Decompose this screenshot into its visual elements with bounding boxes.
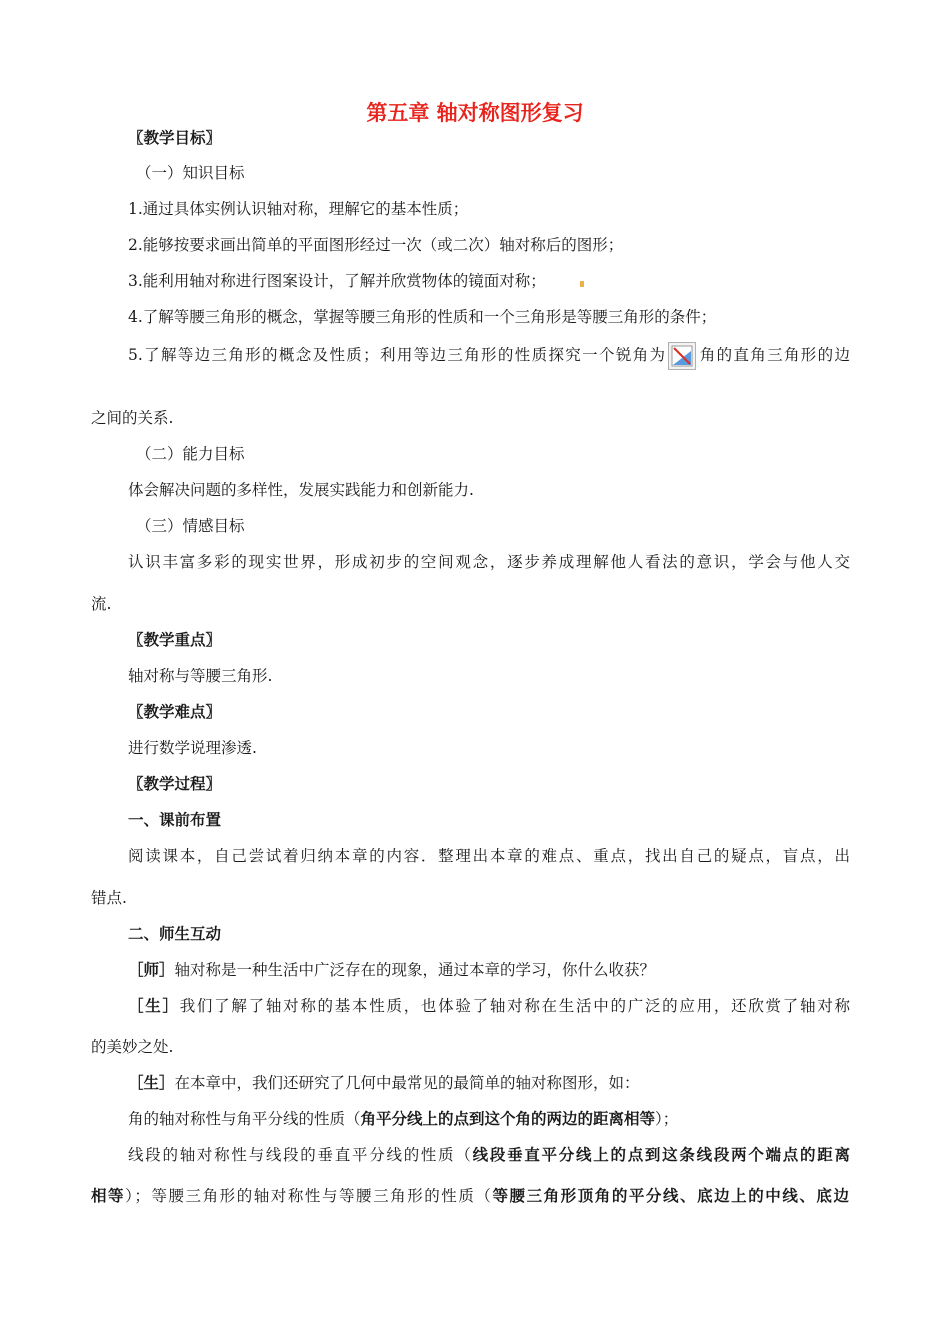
dialogue-2-text: 我们了解了轴对称的基本性质，也体验了轴对称在生活中的广泛的应用，还欣赏了轴对称 — [179, 997, 850, 1015]
objectives-heading: 〖教学目标〗 — [128, 129, 222, 147]
property-1 — [128, 1107, 850, 1131]
knowledge-item-4: 4.了解等腰三角形的概念，掌握等腰三角形的性质和一个三角形是等腰三角形的条件； — [128, 308, 717, 326]
knowledge-item-5 — [128, 342, 850, 370]
dialogue-1-text: 轴对称是一种生活中广泛存在的现象，通过本章的学习，你什么收获？ — [174, 961, 656, 979]
dialogue-2-cont: 的美妙之处. — [91, 1038, 174, 1056]
section-2-heading: 二、师生互动 — [128, 925, 222, 943]
knowledge-item-5-part-b: 角的直角三角形的边 — [698, 346, 850, 364]
property-1-end: ）； — [655, 1110, 679, 1128]
emotion-heading: （三）情感目标 — [136, 517, 245, 535]
knowledge-item-3: 3.能利用轴对称进行图案设计，了解并欣赏物体的镜面对称； — [128, 272, 546, 290]
section-1-text-cont: 错点. — [91, 889, 127, 907]
knowledge-item-2: 2.能够按要求画出简单的平面图形经过一次（或二次）轴对称后的图形； — [128, 236, 624, 254]
knowledge-item-5-cont: 之间的关系. — [91, 409, 174, 427]
knowledge-heading: （一）知识目标 — [136, 164, 245, 182]
property-2-bold: 线段垂直平分线上的点到这条线段两个端点的距离 — [472, 1146, 850, 1164]
ability-heading: （二）能力目标 — [136, 445, 245, 463]
property-3-bold-c: 等腰三角形顶角的平分线、底边上的中线、底边 — [492, 1187, 849, 1205]
difficulties-heading: 〖教学难点〗 — [128, 703, 222, 721]
section-1-text: 阅读课本，自己尝试着归纳本章的内容．整理出本章的难点、重点，找出自己的疑点，盲点，出 — [128, 847, 850, 865]
property-2-text: 线段的轴对称性与线段的垂直平分线的性质（ — [128, 1146, 473, 1164]
dialogue-3-text: 在本章中，我们还研究了几何中最常见的最简单的轴对称图形，如： — [174, 1074, 640, 1092]
teacher-role: ［师］ — [128, 961, 175, 979]
missing-image-icon — [668, 342, 696, 370]
property-3-text: ）；等腰三角形的轴对称性与等腰三角形的性质（ — [125, 1187, 493, 1205]
dialogue-2 — [128, 994, 850, 1018]
section-1-heading: 一、课前布置 — [128, 811, 222, 829]
student-role-2: ［生］ — [128, 1074, 175, 1092]
annotation-mark — [580, 281, 584, 287]
property-3 — [91, 1184, 849, 1208]
student-role: ［生］ — [128, 997, 180, 1015]
knowledge-item-5-part-a: 5.了解等边三角形的概念及性质；利用等边三角形的性质探究一个锐角为 — [128, 346, 667, 364]
process-heading: 〖教学过程〗 — [128, 775, 222, 793]
emotion-text-cont: 流. — [91, 595, 112, 613]
knowledge-item-1: 1.通过具体实例认识轴对称，理解它的基本性质； — [128, 200, 469, 218]
property-1-bold: 角平分线上的点到这个角的两边的距离相等 — [360, 1110, 656, 1128]
dialogue-1 — [128, 958, 850, 982]
emotion-text: 认识丰富多彩的现实世界，形成初步的空间观念，逐步养成理解他人看法的意识，学会与他人交 — [128, 553, 850, 571]
page-title: 第五章 轴对称图形复习 — [366, 101, 584, 125]
key-points-text: 轴对称与等腰三角形. — [128, 667, 273, 685]
ability-text: 体会解决问题的多样性，发展实践能力和创新能力. — [128, 481, 474, 499]
property-2 — [128, 1143, 850, 1167]
difficulties-text: 进行数学说理渗透. — [128, 739, 257, 757]
key-points-heading: 〖教学重点〗 — [128, 631, 222, 649]
dialogue-3 — [128, 1071, 850, 1095]
property-3-bold-a: 相等 — [91, 1187, 126, 1205]
property-1-text: 角的轴对称性与角平分线的性质（ — [128, 1110, 361, 1128]
